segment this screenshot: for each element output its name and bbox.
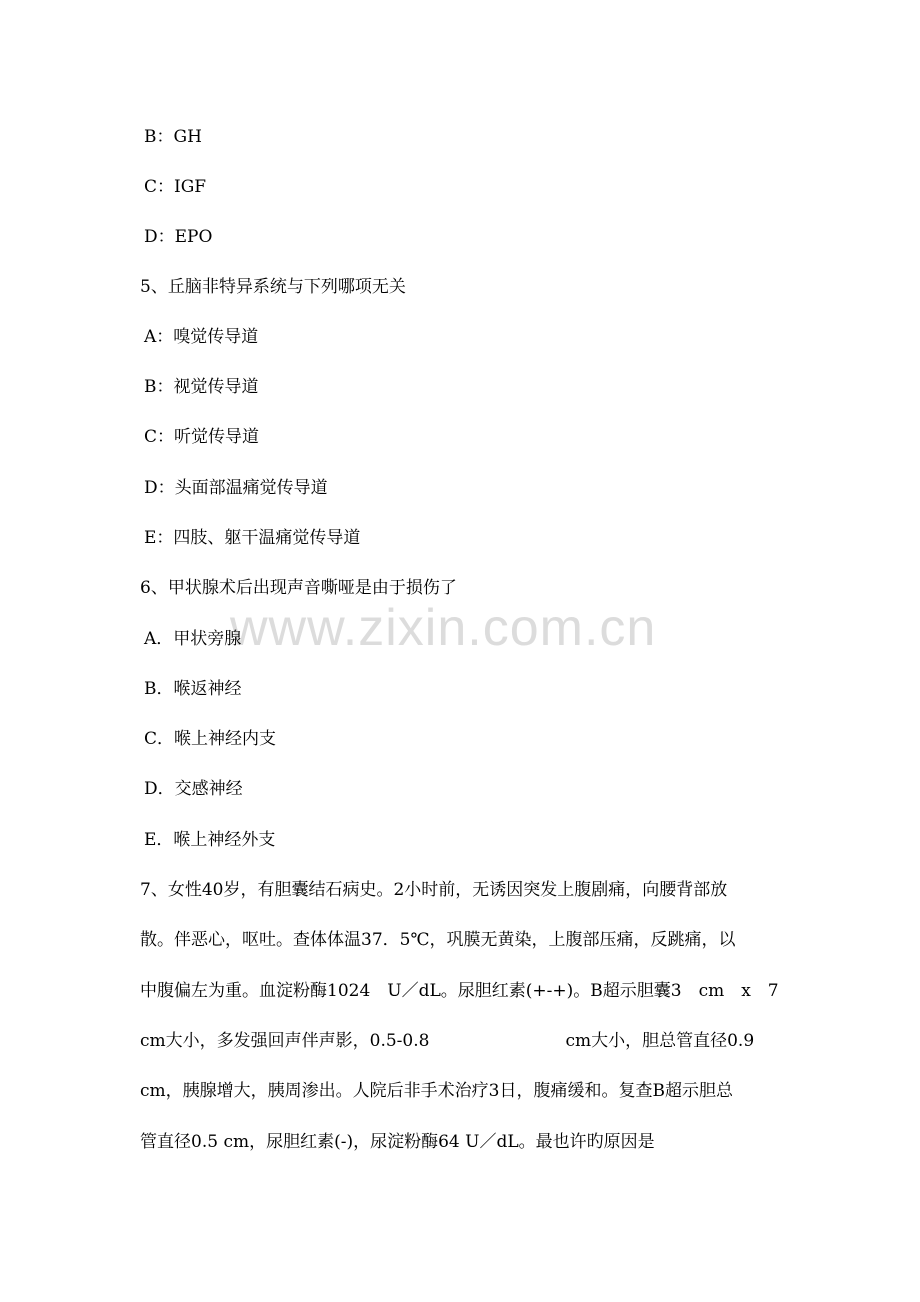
question-7-line-1: 7、女性40岁，有胆囊结石病史。2小时前，无诱因突发上腹剧痛，向腰背部放 [140, 880, 728, 900]
question-7-line-2: 散。伴恶心，呕吐。查体体温37．5℃，巩膜无黄染，上腹部压痛，反跳痛，以 [140, 930, 736, 950]
option-b-q4: B：GH [144, 127, 202, 147]
question-6: 6、甲状腺术后出现声音嘶哑是由于损伤了 [140, 578, 457, 598]
question-7-line-4: cm大小，多发强回声伴声影，0.5-0.8 cm大小，胆总管直径0.9 [140, 1031, 755, 1051]
question-7-line-3: 中腹偏左为重。血淀粉酶1024 U／dL。尿胆红素(+-+)。B超示胆囊3 cm x 7 [140, 981, 779, 1001]
option-b-q6: B．喉返神经 [144, 679, 242, 699]
watermark: www.zixin.com.cn [230, 599, 657, 657]
option-d-q4: D：EPO [144, 227, 213, 247]
option-c-q6: C．喉上神经内支 [144, 729, 277, 749]
question-5: 5、丘脑非特异系统与下列哪项无关 [140, 277, 406, 297]
option-b-q5: B：视觉传导道 [144, 377, 259, 397]
option-e-q6: E．喉上神经外支 [144, 830, 276, 850]
question-7-line-6: 管直径0.5 cm，尿胆红素(-)，尿淀粉酶64 U／dL。最也许旳原因是 [140, 1132, 655, 1152]
option-c-q4: C：IGF [144, 177, 207, 197]
question-7-line-5: cm，胰腺增大，胰周渗出。人院后非手术治疗3日，腹痛缓和。复查B超示胆总 [140, 1081, 733, 1101]
option-e-q5: E：四肢、躯干温痛觉传导道 [144, 528, 361, 548]
option-a-q5: A：嗅觉传导道 [144, 327, 259, 347]
option-d-q5: D：头面部温痛觉传导道 [144, 478, 328, 498]
option-d-q6: D．交感神经 [144, 779, 243, 799]
option-a-q6: A．甲状旁腺 [144, 629, 242, 649]
option-c-q5: C：听觉传导道 [144, 427, 260, 447]
